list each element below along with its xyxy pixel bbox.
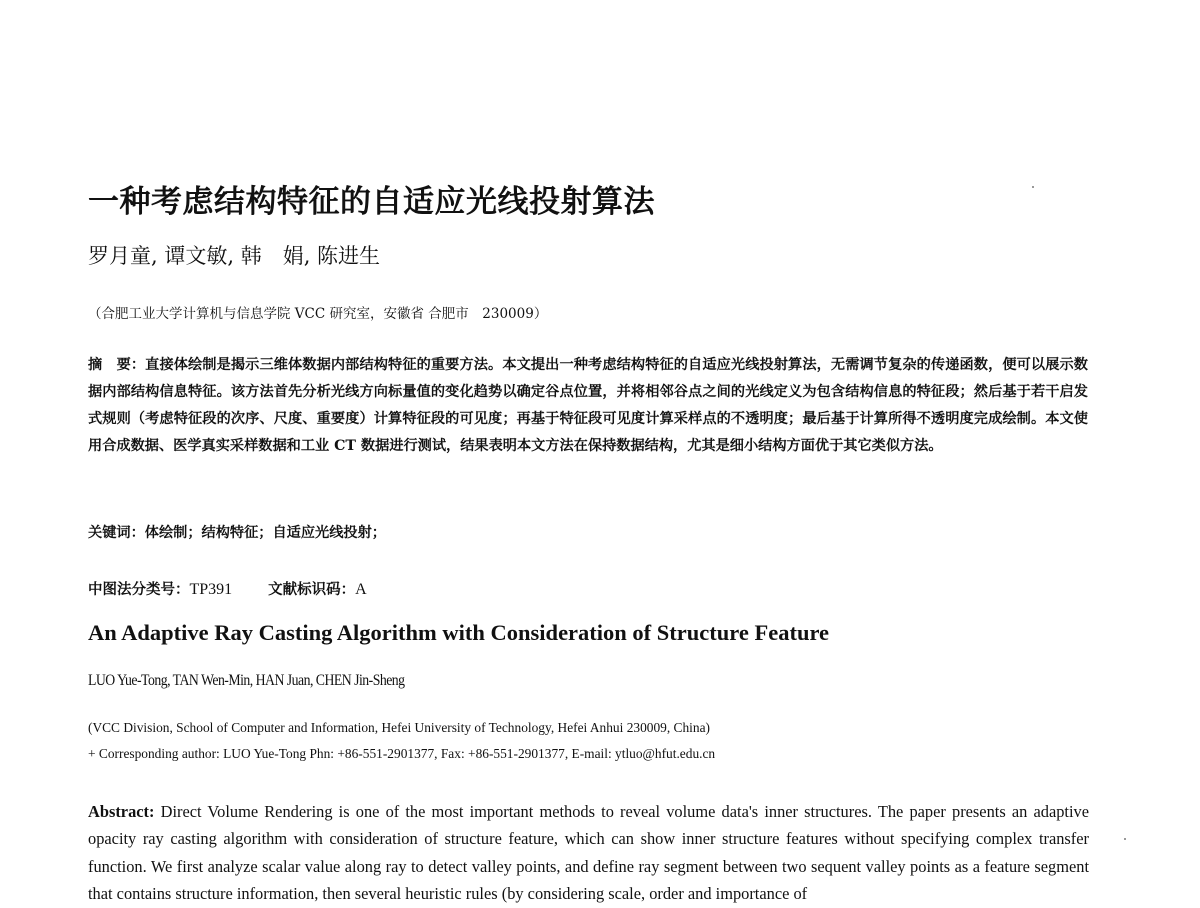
chinese-keywords-label: 关键词： <box>88 525 145 541</box>
scan-speck <box>1124 838 1126 840</box>
document-code-value: A <box>355 581 367 598</box>
chinese-abstract-label: 摘 要： <box>88 357 146 373</box>
english-affiliation: (VCC Division, School of Computer and Information, Hefei University of Technology, Hefei Anhui 230009, China) <box>88 720 711 735</box>
scan-speck <box>1032 186 1034 188</box>
english-abstract-label: Abstract: <box>88 802 155 821</box>
classification-line <box>88 578 367 599</box>
english-authors: LUO Yue-Tong, TAN Wen-Min, HAN Juan, CHEN Jin-Sheng <box>88 672 405 689</box>
classification-label: 中图法分类号： <box>88 582 190 598</box>
classification-value: TP391 <box>189 581 233 598</box>
english-abstract <box>88 798 1089 908</box>
english-abstract-text: Direct Volume Rendering is one of the most important methods to reveal volume data's inner structures. The paper presents an adaptive opacity ray casting algorithm with consideration of structure feature, which can show inner structure features without specifying complex transfer function. We first analyze scalar value along ray to detect valley points, and define ray segment between two sequent valley points as a feature segment that contains structure information, then several heuristic rules (by considering scale, order and importance of <box>88 802 1089 904</box>
chinese-abstract <box>88 352 1088 460</box>
chinese-abstract-text: 直接体绘制是揭示三维体数据内部结构特征的重要方法。本文提出一种考虑结构特征的自适应光线投射算法，无需调节复杂的传递函数，便可以展示数据内部结构信息特征。该方法首先分析光线方向标量值的变化趋势以确定谷点位置，并将相邻谷点之间的光线定义为包含结构信息的特征段；然后基于若干启发式规则（考虑特征段的次序、尺度、重要度）计算特征段的可见度；再基于特征段可见度计算采样点的不透明度；最后基于计算所得不透明度完成绘制。本文使用合成数据、医学真实采样数据和工业 CT 数据进行测试，结果表明本文方法在保持数据结构，尤其是细小结构方面优于其它类似方法。 <box>88 357 1088 454</box>
chinese-authors: 罗月童, 谭文敏, 韩 娟, 陈进生 <box>88 244 381 268</box>
english-title: An Adaptive Ray Casting Algorithm with Consideration of Structure Feature <box>88 620 830 645</box>
chinese-title: 一种考虑结构特征的自适应光线投射算法 <box>88 184 655 220</box>
document-code-label: 文献标识码： <box>268 582 356 598</box>
corresponding-author: + Corresponding author: LUO Yue-Tong Phn: +86-551-2901377, Fax: +86-551-2901377, E-mail: ytluo@hfut.edu.cn <box>88 746 716 761</box>
chinese-keywords <box>88 522 386 542</box>
chinese-keywords-text: 体绘制；结构特征；自适应光线投射； <box>144 525 386 541</box>
chinese-affiliation: （合肥工业大学计算机与信息学院 VCC 研究室，安徽省 合肥市 230009） <box>88 306 548 322</box>
